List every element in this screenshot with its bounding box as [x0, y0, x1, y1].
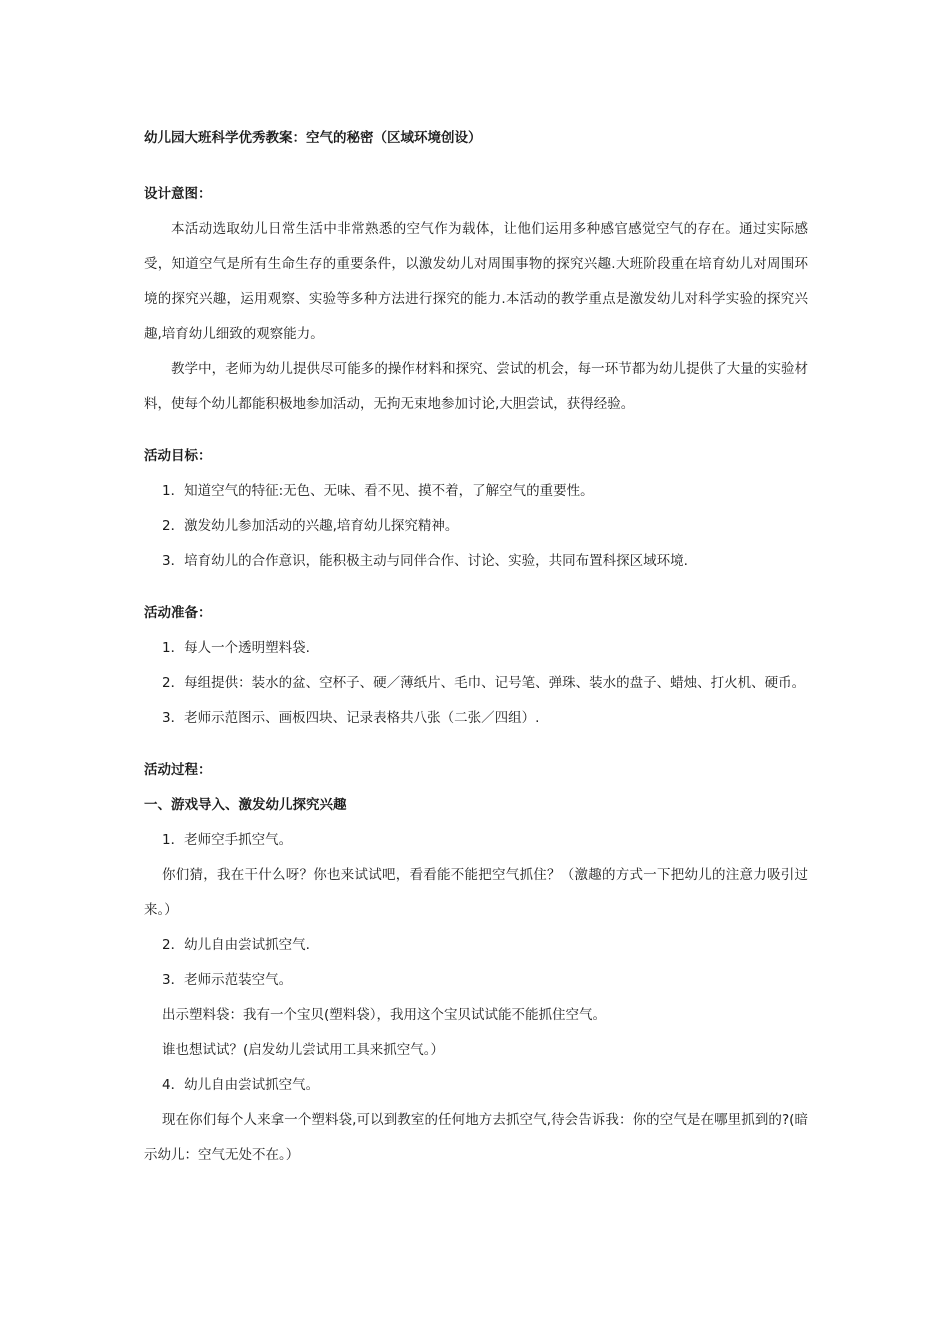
process-line-7: 4．幼儿自由尝试抓空气。 [162, 1077, 320, 1093]
document-title: 幼儿园大班科学优秀教案：空气的秘密（区域环境创设） [144, 130, 482, 146]
process-line-1: 1．老师空手抓空气。 [162, 832, 293, 848]
spacer [144, 579, 808, 596]
design-paragraph-1: 本活动选取幼儿日常生活中非常熟悉的空气作为载体，让他们运用多种感官感觉空气的存在。通过实际感受，知道空气是所有生命生存的重要条件，以激发幼儿对周围事物的探究兴趣.大班阶段重在培育幼儿对周围环境的探究兴趣，运用观察、实验等多种方法进行探究的能力.本活动的教学重点是激发幼儿对科学实验的探究兴趣,培育幼儿细致的观察能力。 [144, 221, 808, 342]
process-line-2: 你们猜，我在干什么呀？你也来试试吧，看看能不能把空气抓住？（激趣的方式一下把幼儿的注意力吸引过来。） [144, 867, 808, 918]
prep-item-3: 3．老师示范图示、画板四块、记录表格共八张（二张／四组）. [162, 710, 540, 726]
spacer [144, 736, 808, 753]
process-line-5: 出示塑料袋：我有一个宝贝(塑料袋），我用这个宝贝试试能不能抓住空气。 [162, 1007, 607, 1023]
goal-item-3: 3．培育幼儿的合作意识，能积极主动与同伴合作、讨论、实验，共同布置科探区域环境. [162, 553, 688, 569]
document-page [144, 122, 808, 1173]
goals-heading: 活动目标： [144, 448, 212, 464]
process-line-3: 2．幼儿自由尝试抓空气. [162, 937, 310, 953]
design-paragraph-2: 教学中，老师为幼儿提供尽可能多的操作材料和探究、尝试的机会，每一环节都为幼儿提供了大量的实验材料，使每个幼儿都能积极地参加活动，无拘无束地参加讨论,大胆尝试，获得经验。 [144, 361, 808, 412]
process-line-8: 现在你们每个人来拿一个塑料袋,可以到教室的任何地方去抓空气,待会告诉我：你的空气是在哪里抓到的?(暗示幼儿：空气无处不在。） [144, 1112, 808, 1163]
process-heading: 活动过程： [144, 762, 212, 778]
prep-heading: 活动准备： [144, 605, 212, 621]
goal-item-1: 1．知道空气的特征:无色、无味、看不见、摸不着，了解空气的重要性。 [162, 483, 594, 499]
spacer [144, 422, 808, 439]
spacer [144, 155, 808, 177]
design-heading: 设计意图： [144, 186, 212, 202]
goal-item-2: 2．激发幼儿参加活动的兴趣,培育幼儿探究精神。 [162, 518, 459, 534]
prep-item-1: 1．每人一个透明塑料袋. [162, 640, 310, 656]
process-line-4: 3．老师示范装空气。 [162, 972, 293, 988]
process-line-6: 谁也想试试？(启发幼儿尝试用工具来抓空气。） [162, 1042, 445, 1058]
prep-item-2: 2．每组提供：装水的盆、空杯子、硬／薄纸片、毛巾、记号笔、弹珠、装水的盘子、蜡烛、打火机、硬币。 [162, 675, 806, 691]
process-section-1-title: 一、游戏导入、激发幼儿探究兴趣 [144, 797, 347, 813]
